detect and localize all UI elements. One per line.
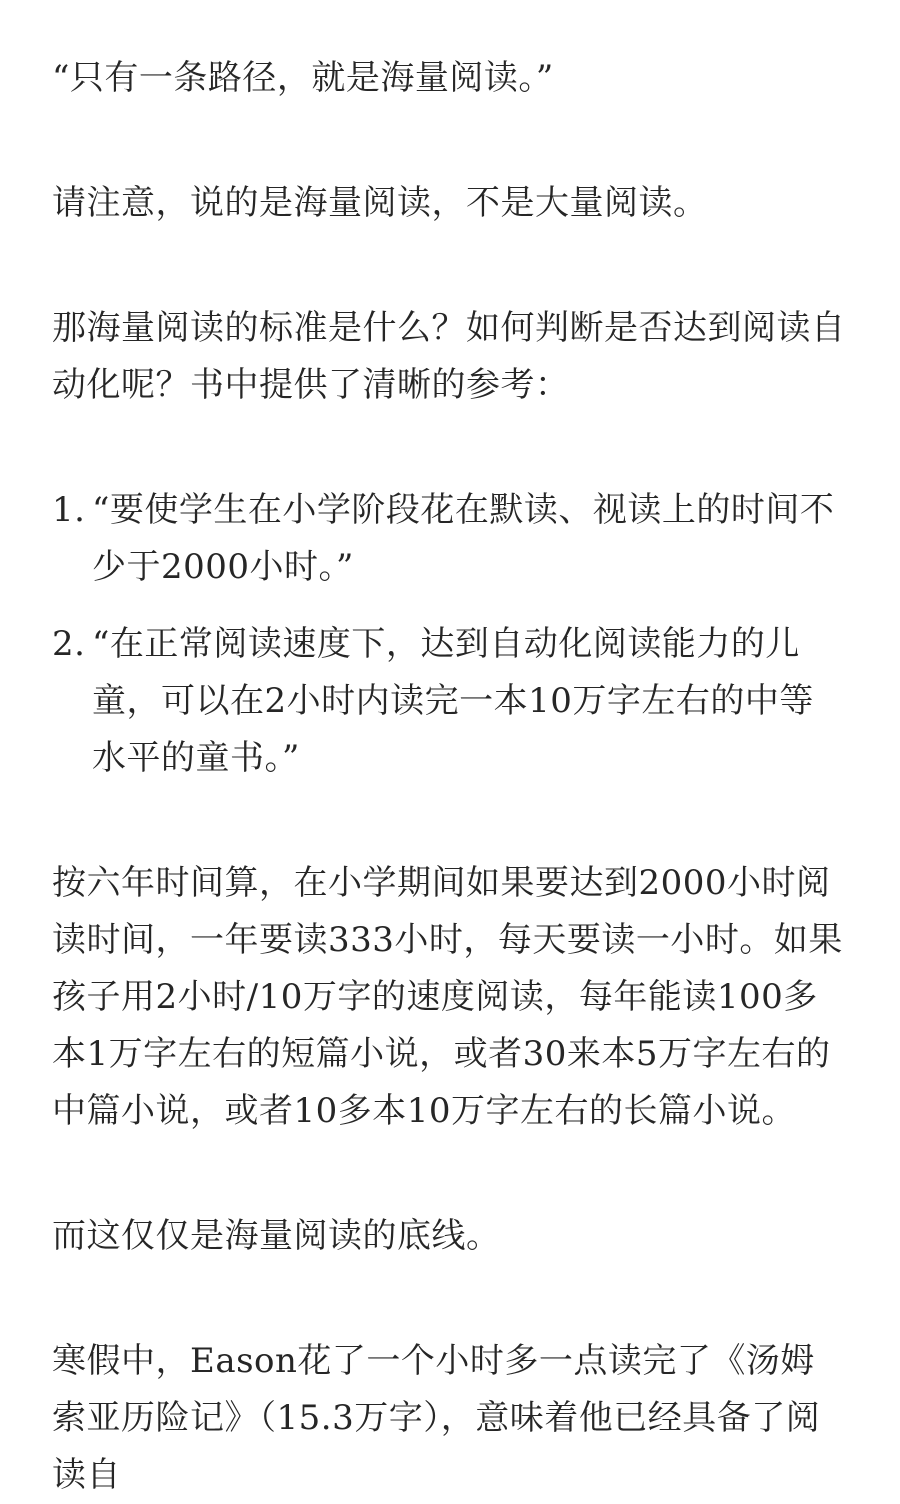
list-number: 1. (52, 490, 86, 530)
baseline-paragraph: 而这仅仅是海量阅读的底线。 (52, 1216, 501, 1256)
list-item-text: “要使学生在小学阶段花在默读、视读上的时间不少于2000小时。” (92, 490, 835, 587)
reference-list (52, 482, 848, 787)
example-paragraph: 寒假中，Eason花了一个小时多一点读完了《汤姆索亚历险记》（15.3万字），意味着他已经具备了阅读自 (52, 1341, 821, 1495)
note-paragraph: 请注意，说的是海量阅读，不是大量阅读。 (52, 183, 708, 223)
list-number: 2. (52, 624, 86, 664)
question-paragraph: 那海量阅读的标准是什么？如何判断是否达到阅读自动化呢？书中提供了清晰的参考： (52, 308, 846, 405)
calculation-paragraph: 按六年时间算，在小学期间如果要达到2000小时阅读时间，一年要读333小时，每天要读一小时。如果孩子用2小时/10万字的速度阅读，每年能读100多本1万字左右的短篇小说，或者30来本5万字左右的中篇小说，或者10多本10万字左右的长篇小说。 (52, 863, 843, 1131)
list-item (52, 616, 848, 787)
list-item (52, 482, 848, 596)
quote-paragraph: “只有一条路径，就是海量阅读。” (52, 58, 554, 98)
list-item-text: “在正常阅读速度下，达到自动化阅读能力的儿童，可以在2小时内读完一本10万字左右的中等水平的童书。” (92, 624, 814, 778)
